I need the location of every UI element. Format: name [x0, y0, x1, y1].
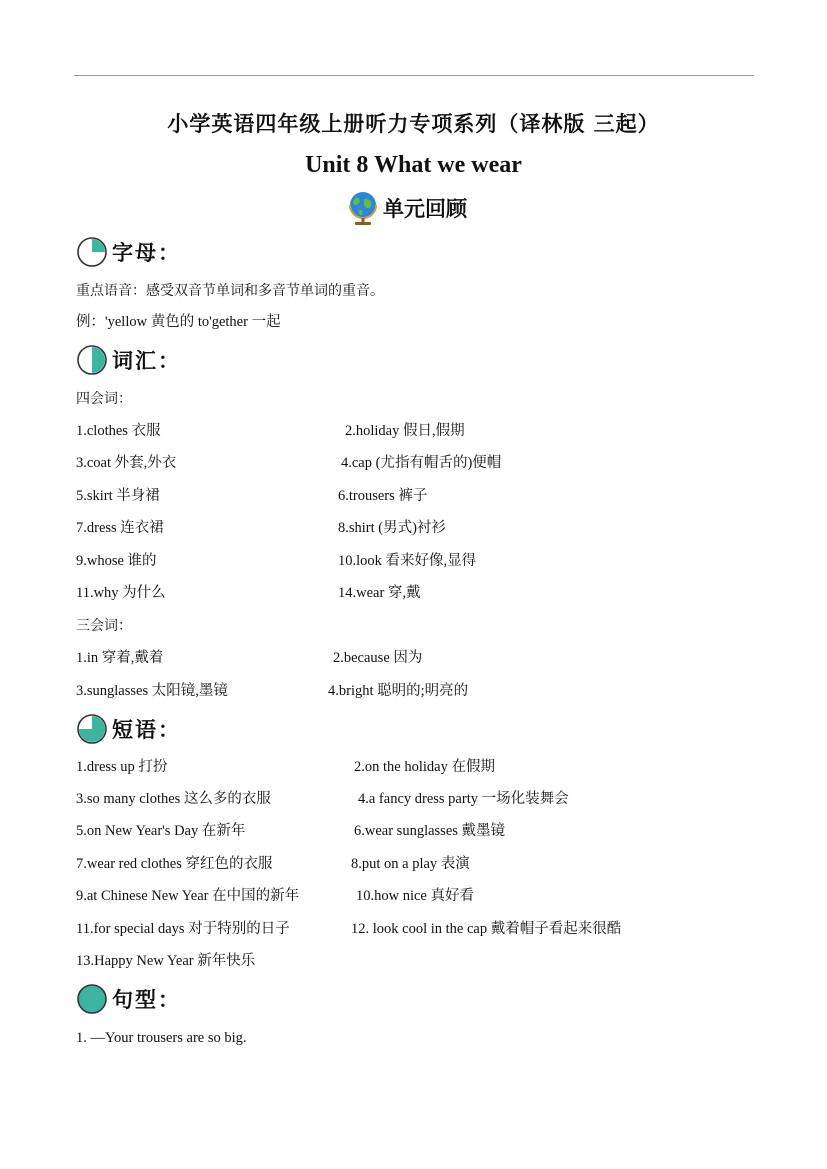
- vocab-item: 6.trousers 裤子: [338, 488, 428, 504]
- vocab-item: 5.skirt 半身裙: [76, 488, 160, 504]
- vocab-item: 4.bright 聪明的;明亮的: [328, 683, 469, 699]
- phrase-item: 13.Happy New Year 新年快乐: [76, 953, 256, 969]
- unit-title: Unit 8 What we wear: [305, 152, 522, 178]
- vocab-item: 4.cap (尤指有帽舌的)便帽: [341, 455, 502, 471]
- vocab-item: 2.because 因为: [333, 650, 423, 666]
- pie-progress-icon: [76, 344, 108, 376]
- phrase-item: 9.at Chinese New Year 在中国的新年: [76, 888, 300, 904]
- pie-progress-icon: [76, 236, 108, 268]
- section-phrases-title: 短语：: [112, 717, 181, 742]
- vocab-item: 1.in 穿着,戴着: [76, 650, 164, 666]
- vocab-item: 10.look 看来好像,显得: [338, 553, 477, 569]
- vocab-item: 14.wear 穿,戴: [338, 585, 421, 601]
- phrase-item: 10.how nice 真好看: [356, 888, 474, 904]
- vocab-item: 3.sunglasses 太阳镜,墨镜: [76, 683, 228, 699]
- section-sentences-title: 句型：: [112, 987, 181, 1012]
- vocab-item: 3.coat 外套,外衣: [76, 455, 177, 471]
- vocab-item: 2.holiday 假日,假期: [345, 423, 465, 439]
- phrase-item: 7.wear red clothes 穿红色的衣服: [76, 856, 273, 872]
- phrase-item: 11.for special days 对于特别的日子: [76, 921, 290, 937]
- vocab-item: 7.dress 连衣裙: [76, 520, 164, 536]
- pie-progress-icon: [76, 983, 108, 1015]
- vocab-three-label: 三会词：: [76, 618, 132, 634]
- section-phrases: [76, 712, 181, 746]
- phrase-item: 1.dress up 打扮: [76, 759, 168, 775]
- pie-progress-icon: [76, 713, 108, 745]
- letters-example: 例：'yellow 黄色的 to'gether 一起: [76, 314, 281, 330]
- vocab-four-label: 四会词：: [76, 391, 132, 407]
- vocab-item: 8.shirt (男式)衬衫: [338, 520, 446, 536]
- phrase-item: 5.on New Year's Day 在新年: [76, 823, 246, 839]
- phrase-item: 6.wear sunglasses 戴墨镜: [354, 823, 506, 839]
- phrase-item: 12. look cool in the cap 戴着帽子看起来很酷: [351, 921, 622, 937]
- section-vocab-title: 词汇：: [112, 348, 181, 373]
- section-letters: [76, 235, 181, 269]
- vocab-item: 11.why 为什么: [76, 585, 166, 601]
- letters-focus: 重点语音：感受双音节单词和多音节单词的重音。: [76, 283, 384, 299]
- section-vocab: [76, 343, 181, 377]
- unit-review-label: 单元回顾: [383, 196, 467, 221]
- section-sentences: [76, 982, 181, 1016]
- phrase-item: 8.put on a play 表演: [351, 856, 470, 872]
- phrase-item: 2.on the holiday 在假期: [354, 759, 495, 775]
- header-rule: [74, 75, 754, 76]
- phrase-item: 4.a fancy dress party 一场化装舞会: [358, 791, 569, 807]
- sentence-item: 1. —Your trousers are so big.: [76, 1030, 247, 1046]
- unit-review-heading: [347, 190, 467, 226]
- vocab-item: 9.whose 谁的: [76, 553, 157, 569]
- vocab-item: 1.clothes 衣服: [76, 423, 161, 439]
- section-letters-title: 字母：: [112, 240, 181, 265]
- phrase-item: 3.so many clothes 这么多的衣服: [76, 791, 271, 807]
- document-title: 小学英语四年级上册听力专项系列（译林版 三起）: [167, 111, 660, 136]
- globe-icon: [347, 190, 379, 226]
